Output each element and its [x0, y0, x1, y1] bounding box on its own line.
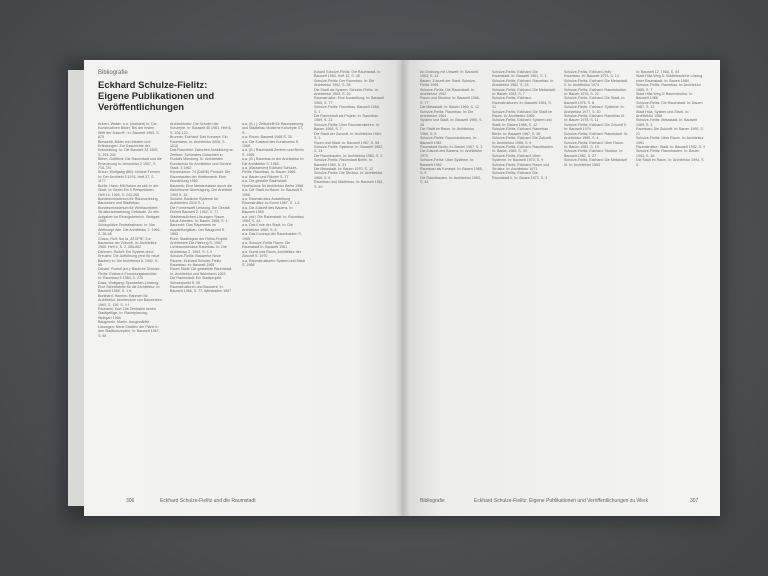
page-title	[98, 80, 214, 113]
title-line: Eigene Publikationen und	[98, 91, 215, 102]
page-number: 307	[690, 498, 699, 504]
running-footer: Eckhard Schulze-Fielitz und die Raumstadt	[160, 498, 256, 504]
text-column: Schulze-Fielitz, Eckhard (mit): Raumbau. In: Bauwelt 1973, S. 14 Schulze-Fielitz, Eckhard: Die Metastadt II. In: Architektur 1974 Schulze-Fielitz, Eckhard: Raumstruktur. In: Bauen 1975, S. 22 Schulze-Fielitz, Eckhard: Die Stadt. In: Bauwelt 1976, S. 8 Schulze-Fielitz, Eckhard: Systeme. In: Architektur 1977, S. 30 Schulze-Fielitz, Eckhard: Raumbau III. In: Bauen 1978, S. 11 Schulze-Fielitz, Eckhard: Die Zukunft II. In: Bauwelt 1979 Schulze-Fielitz, Eckhard: Raumstadt. In: Architektur 1980, S. 4 Schulze-Fielitz, Eckhard: Über Raum. In: Bauen 1981, S. 19 Schulze-Fielitz, Eckhard: Struktur. In: Bauwelt 1982, S. 27 Schulze-Fielitz, Eckhard: Die Metastadt III. In: Architektur 1983	[564, 70, 628, 167]
title-line: Eckhard Schulze-Fielitz:	[98, 80, 208, 91]
text-column: Eckard Schulze-Fielitz: Die Raumstadt. In: Bauwelt 1963, Heft 12, S. 45 Schulze-Fielitz: Der Raumbau. In: Die Architektur 1962, S. 28 Die Stadt als System: Schulze-Fielitz. In: Architektur 1960, S. 10 Raumstruktur: Eine Ausstellung. In: Bauwelt 1965, S. 77 Schulze-Fielitz: Raumbau. Bauwelt 1966, S. 1 Die Raumstadt als Projekt. In: Raumbau 1969, S. 23 Schulze-Fielitz: Über Raumstrukturen. In: Bauen 1968, S. 7 Die Stadt der Zukunft. In: Architektur 1964, S. 3 Raum und Stadt. In: Bauwelt 1967, S. 55 Schulze-Fielitz: Systeme. In: Bauwelt 1962, S. 14 Die Raumbauten. In: Architektur 1963, S. 9 Schulze-Fielitz: Raumstadt Berlin. In: Bauwelt 1960, S. 31 Die Metastadt. In: Bauen 1970, S. 12 Schulze-Fielitz: Die Struktur. In: Architektur 1965, S. 6 Raumbau und Städtebau. In: Bauwelt 1961, S. 40	[314, 70, 384, 189]
text-column: Architekturen: Die Schulen der Konzepte. In: Bauwelt 45 1963, Heft 6, S. 105-120 Brunner, Eckhard: Das Konzept: Ein Raumwerk. In: Architektur 2006, S. 1010 Das Raumbild: Zwischen Ausbildung an Zentren: Schönstes Gutachten in Rudolfs Mündung. In: Architekten Rundschau für Architektur und Schöne Stadt. 3 1962 Konstruktion: 74 (DARE) Produkt: Die Raumbauten der Wettbewerb. Eine Ausstellung 1966 Bauwerk: Eine Meisterklasse durch die Ästhetische Übertragung. Der Architekt 1963 S. 16 Schöne: Bauliche Systeme für Architekten 2010 S. 1 Die Formenwelt Leistung. Die Gestalt Einheit Bauwelt 2. 1962, S. 77 Städtebaulichen Lösungen: Raum. Neue Arbeiten. In: Bauen 1968, S. 1 Baurecht: Das Raumwerk im Ausstellungsbau. Der Baugrund S. 1963 Ruhr: Stadtregion der Fielitz-Projekt. Architekten Die Planung S. 1967 Lichtraumstruktur Raumbau. In: Die Architektur 2. 1963, S. 1-4 Schulze-Fielitz: Bauwerke Neue Räume. Eckhard Schulze-Fielitz Raumbau. In: Bauwelt 1965 Raum Stadt: Die gestaltete Raumstadt. In: Architektur und Wohnform 1963 Die Raumstadt: Ein Stadtprojekt. Schwerpunkt S. 55 Raumstrukturen und Bauwerk. In: Bauwelt 1966, S. 77, Wiesbaden 1967	[170, 122, 234, 294]
text-column: Aribert, Walter: a.a. (markiert) In: Die Konstruktiven Bilder. Bei der ersten Welt der Zukunft“, In: Bauwelt 1965, S. 675 Biesseldt, Bilder von Idealen und Erfindungen: Zur Geschichte der Entwicklung. In: Die Bauwelt 33 1965, S. 294-204 Böhm, Gottfried: Die Raumstadt und die Erneuerung In: Anstruktur 2 1967, S. 716-720 Braun, Wolfgang (Bill): Urbane Formen In: Der Architekt 5 1976, Heft 37, S. 1177 Burtle, Hans: Mit Haken an sich in der Stadt. In: Berlin Ein 5 Perspektiven. Heft 14, 1965, S. 243-265 Bundesministerium für Raumordnung, Bauwesen und Städtebau: Bundesministerium für Weltraumfahrt: Strukturaumsetzung Gebäude. Zu den Aufgaben im Einzugsbereich. Stuttgart 1965 Schauplätze Zentralrathaus: In: Von Weltrumpf Alle. Die Architektur 2. 1963, S. 38-48 Chaux, Rolf: Sur la „ATOPIE“ Zur Bauweise der Zukunft. In: Architektur 1965. Heft 4, S. 2, 456-862 Dahmen, Rudolf: Ein System-ohne-Kreuzfor. Die Aufführung (erst für neue Bauten) In: Die Architektur 6. 1962, S. 65 Danzel, Rudolf (ed.): Bauliche Schulze-Fielitz: Eckhard: Forschungsberichte: In: Raumbau 5 1969, S. 275 Daza, Wolfgang: Spurweiten-Leistung: Eine Schnittstelle für die Architektur. In: Bauwelt 1965, S. 1 ff. Burkhard, Hannes: Rahmen für Architektur. Architecture von Bauwerken 1960, S. 156, S. 4 f. Paulstein, Kurt: Die Zentralen neuen Stadtgefüge. In: Raumplanung, Stuttgart 1968 Baugesetz, Martin: Ausgewählte Lösungen: Neue Straßen der Pläne in den Stadtkonzepten. In: Bauwelt 1967, S. 88	[98, 122, 162, 338]
text-column: In: Bauwelt 12. 1968, S. 44 Stadt Hilla Weg 5: Städtebauliche Lösung einer Raumstadt. In: Bauen 1984 Schulze-Fielitz: Raumbau. In: Architektur 1985, S. 7 Stadt Hilla Weg 3: Raumstruktur. In: Bauwelt 1986 Schulze-Fielitz: Die Raumstadt. In: Bauen 1987, S. 12 Stadt Hilla: System und Stadt. In: Architektur 1988 Schulze-Fielitz: Metastadt. In: Bauwelt 1989, S. 3 Raumbau: Die Zukunft. In: Bauen 1990, S. 21 Schulze-Fielitz: Über Raum. In: Architektur 1991 Raumstruktur: Stadt. In: Bauwelt 1992, S. 9 Schulze-Fielitz: Raumbauten. In: Bauen 1993, S. 16 Die Stadt im Raum. In: Architektur 1994, S. 5	[636, 70, 706, 167]
open-book	[84, 60, 720, 516]
left-page	[84, 60, 402, 516]
section-label: Bibliografie	[98, 70, 128, 76]
running-footer: Eckhard Schulze-Fielitz: Eigene Publikationen und Veröffentlichungen zu Werk	[474, 498, 649, 504]
title-line: Veröffentlichungen	[98, 102, 185, 113]
text-column: Schulze-Fielitz, Eckhard: Die Raumstadt. In: Bauwelt 1961, S. 1 Schulze-Fielitz, Eckhard: Raumbau. In: Architektur 1962, S. 23 Schulze-Fielitz, Eckhard: Die Metastadt. In: Bauen 1963, S. 7 Schulze-Fielitz, Eckhard: Raumstrukturen. In: Bauwelt 1964, S. 31 Schulze-Fielitz, Eckhard: Die Stadt im Raum. In: Architektur 1965 Schulze-Fielitz, Eckhard: System und Stadt. In: Bauen 1966, S. 12 Schulze-Fielitz, Eckhard: Raumbau Berlin. In: Bauwelt 1967, S. 55 Schulze-Fielitz, Eckhard: Die Zukunft. In: Architektur 1968, S. 6 Schulze-Fielitz, Eckhard: Raumbauten. In: Bauen 1969, S. 40 Schulze-Fielitz, Eckhard: Über Systeme. In: Bauwelt 1970, S. 9 Schulze-Fielitz, Eckhard: Raum und Struktur. In: Architektur 1971 Schulze-Fielitz, Eckhard: Die Raumstadt II. In: Bauen 1972, S. 3	[492, 70, 556, 180]
text-column: An Ordnung mit Umwelt: In: Bauwelt 1963, S. 14 Bauen: Zukunft der Stadt. Schulze-Fielitz 1965 Schulze-Fielitz: Die Raumstadt. In: Architektur 1962 Raum und Struktur: In: Bauwelt 1966, S. 77 Die Metastadt: In: Bauen 1969, S. 12 Schulze-Fielitz: Raumbau. In: Die Architektur 1964 System und Stadt. In: Bauwelt 1960, S. 28 Die Stadt im Raum. In: Architektur 1968, S. 5 Schulze-Fielitz: Raumstrukturen. In: Bauwelt 1961 Raumstadt Berlin. In: Bauen 1967, S. 3 Die Zukunft des Bauens. In: Architektur 1970 Schulze-Fielitz: Über Systeme. In: Bauwelt 1962 Raumbau als Konzept. In: Bauen 1965, S. 9 Die Raumbauten. In: Architektur 1963, S. 44	[420, 70, 483, 185]
right-page	[402, 60, 720, 516]
book-gutter	[396, 60, 410, 516]
section-label: Bibliografie	[420, 498, 445, 504]
text-column: a.a. (B.) (: Zeitschrift für Raumplanung und Städtebau Moderne Konzepte ST, S. ... a.a. Raum: Bauwelt 1968 S. 35 a.a. Die Zustand des Kunstwerks S. 1968 a.a. (B.) Raumstadt Zentren und Berlin S. 1965 a.a. (B.) Raumbau in der Architektur In: Die Architektur S. 1963 a.a. (Bauwesen) Eckhard Schulze-Fielitz: Raumbau. In: Bauen 1969 a.a. Bauen und Räume S. 77 a.a. Die gestalte Raumstadt. Hochschule für Architektur Berlin 1968 a.a. Die Stadt im Raum. In: Bauwelt S. 1966 a.a. Raumstruktur Ausstellung Raumstruktur In: Kunst 1967, S. 1-3 a.a. Die Zukunft des Bauens. In: Bauwelt 1963 a.a. (ed.) Die Raumstadt. In: Raumbau 1964, S. 44 a.a. Das Ende der Stadt. In: Die Architektur 1960, S. 5 a.a. Das Konzept der Raumbauten S. 1965 a.a. Schulze-Fielitz Raum. Die Raumstadt In: Bauwelt 1961 a.a. Kunst und Raum, Architektur der Zukunft S. 1970 a.a. Raumstrukturen: System und Stadt S. 1968	[242, 122, 305, 267]
page-number: 306	[126, 498, 135, 504]
